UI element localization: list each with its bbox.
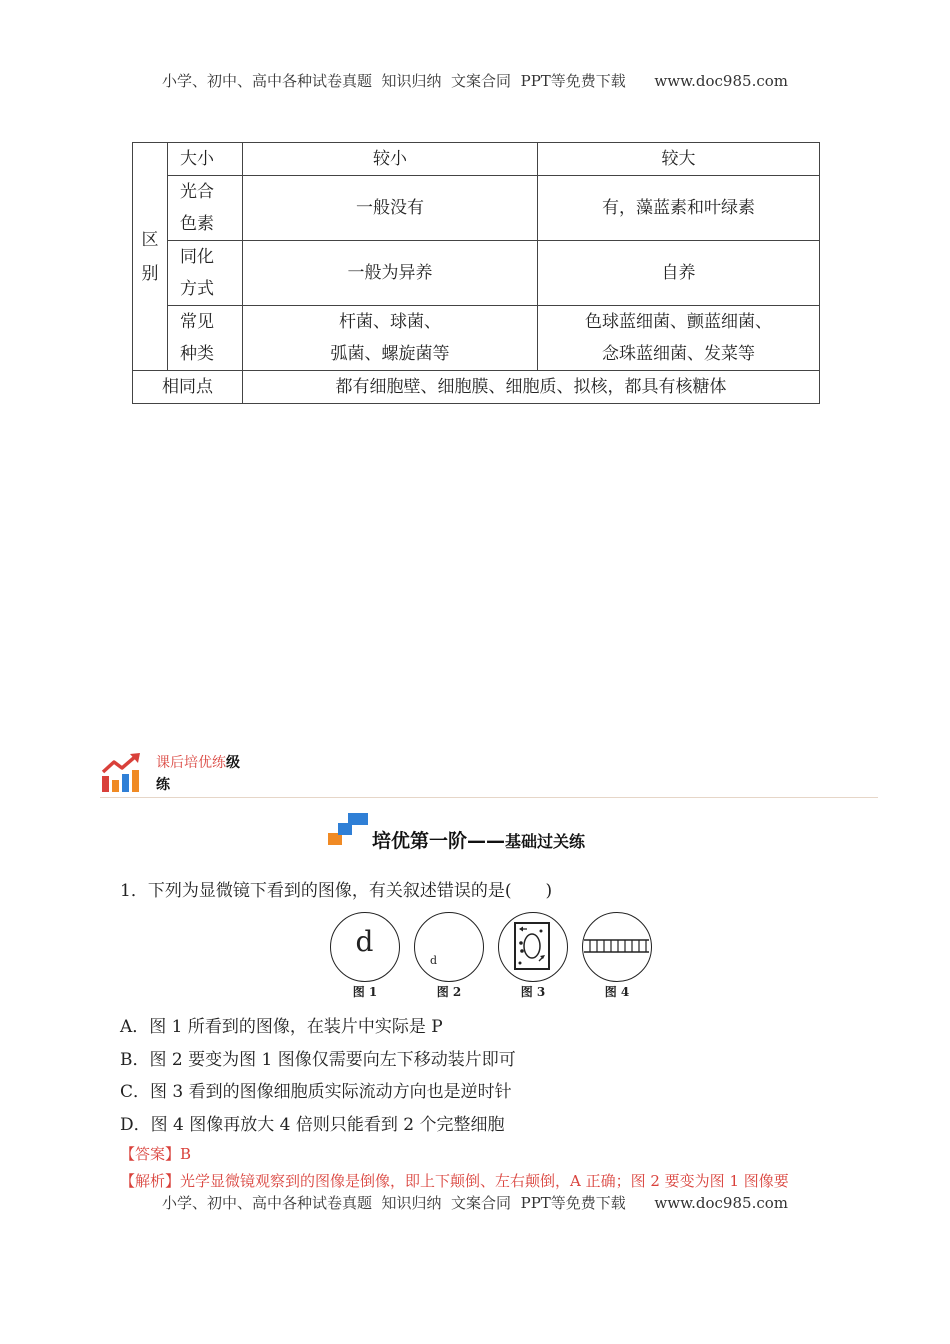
figure-letter: d <box>355 925 374 958</box>
steps-icon <box>328 813 370 845</box>
figure-label: 图 2 <box>436 985 462 999</box>
figure-letter: d <box>430 954 438 967</box>
table-cell: 较小 <box>243 143 538 176</box>
page-header: 小学、初中、高中各种试卷真题 知识归纳 文案合同 PPT等免费下载 www.doc985.com <box>161 72 788 90</box>
table-row <box>133 241 820 306</box>
table-cell: 都有细胞壁、细胞膜、细胞质、拟核，都具有核糖体 <box>243 371 820 404</box>
row-label: 同化 方式 <box>168 241 243 306</box>
row-label: 光合 色素 <box>168 176 243 241</box>
answer-text: 【答案】B <box>120 1145 192 1163</box>
table-cell: 色球蓝细菌、颤蓝细菌、 念珠蓝细菌、发菜等 <box>538 306 820 371</box>
microscope-figure-2 <box>414 912 484 982</box>
table-cell: 一般为异养 <box>243 241 538 306</box>
stage-title: 培优第一阶——基础过关练 <box>372 830 586 852</box>
section-title: 课后培优练级 练 <box>156 755 240 793</box>
option-c: C．图 3 看到的图像细胞质实际流动方向也是逆时针 <box>120 1082 512 1102</box>
table-cell: 有，藻蓝素和叶绿素 <box>538 176 820 241</box>
table-row <box>133 306 820 371</box>
growth-chart-icon <box>100 752 144 794</box>
option-a: A．图 1 所看到的图像，在装片中实际是 P <box>120 1017 443 1037</box>
row-label: 大小 <box>168 143 243 176</box>
section-divider <box>100 797 878 798</box>
comparison-table <box>132 142 820 404</box>
figure-label: 图 3 <box>520 985 546 999</box>
figure-label: 图 4 <box>604 985 630 999</box>
explanation-text: 【解析】光学显微镜观察到的图像是倒像，即上下颠倒、左右颠倒，A 正确；图 2 要变为图 1 图像要 <box>120 1172 789 1190</box>
plant-cell-icon <box>499 913 566 980</box>
option-d: D．图 4 图像再放大 4 倍则只能看到 2 个完整细胞 <box>120 1115 505 1135</box>
table-row <box>133 143 820 176</box>
row-label: 相同点 <box>133 371 243 404</box>
cell-row-icon <box>583 913 650 980</box>
page-footer: 小学、初中、高中各种试卷真题 知识归纳 文案合同 PPT等免费下载 www.doc985.com <box>161 1194 788 1212</box>
table-row <box>133 176 820 241</box>
microscope-figure-3 <box>498 912 568 982</box>
table-row <box>133 371 820 404</box>
microscope-figure-4 <box>582 912 652 982</box>
row-label: 常见 种类 <box>168 306 243 371</box>
group-label-cell: 区 别 <box>133 143 168 371</box>
table-cell: 较大 <box>538 143 820 176</box>
table-cell: 一般没有 <box>243 176 538 241</box>
question-stem: 1．下列为显微镜下看到的图像，有关叙述错误的是( ) <box>120 881 553 901</box>
option-b: B．图 2 要变为图 1 图像仅需要向左下移动装片即可 <box>120 1050 516 1070</box>
table-cell: 杆菌、球菌、 弧菌、螺旋菌等 <box>243 306 538 371</box>
table-cell: 自养 <box>538 241 820 306</box>
microscope-figure-1 <box>330 912 400 982</box>
figure-label: 图 1 <box>352 985 378 999</box>
